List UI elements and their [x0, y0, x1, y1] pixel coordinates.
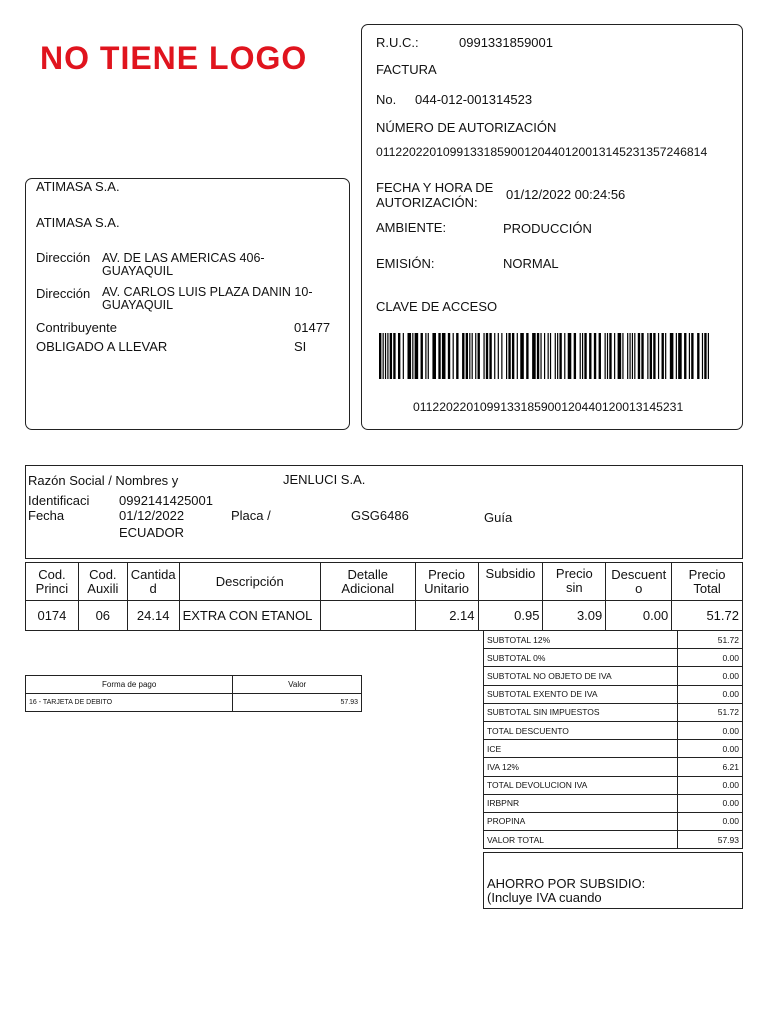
payment-method-header: Forma de pago	[26, 676, 233, 694]
access-key-value: 0112202201099133185900120440120013145231	[413, 400, 684, 414]
issuer-name: ATIMASA S.A.	[36, 179, 120, 194]
plate-label: Placa /	[231, 508, 271, 523]
plate-value: GSG6486	[351, 508, 409, 523]
customer-name-label: Razón Social / Nombres y	[28, 473, 179, 488]
savings-line2: (Incluye IVA cuando	[487, 890, 602, 905]
authorization-datetime-label-line1: FECHA Y HORA DE	[376, 180, 494, 195]
totals-row	[484, 758, 743, 776]
header-cod-principal: Cod. Princi	[26, 563, 79, 601]
emission-label: EMISIÓN:	[376, 256, 435, 271]
totals-row	[484, 685, 743, 703]
totals-label: VALOR TOTAL	[484, 831, 678, 849]
access-key-barcode	[379, 333, 709, 379]
totals-value: 0.00	[678, 721, 743, 739]
totals-label: TOTAL DESCUENTO	[484, 721, 678, 739]
totals-label: SUBTOTAL SIN IMPUESTOS	[484, 703, 678, 721]
accounting-value: SI	[294, 339, 307, 354]
payment-value-header: Valor	[233, 676, 362, 694]
totals-row	[484, 812, 743, 830]
customer-id-value: 0992141425001	[119, 493, 213, 508]
totals-value: 0.00	[678, 794, 743, 812]
totals-row	[484, 740, 743, 758]
totals-label: SUBTOTAL EXENTO DE IVA	[484, 685, 678, 703]
item-cod-principal: 0174	[26, 601, 79, 631]
logo-placeholder-text: NO TIENE LOGO	[40, 40, 308, 76]
totals-label: SUBTOTAL 0%	[484, 649, 678, 667]
totals-row	[484, 721, 743, 739]
payment-method: 16 - TARJETA DE DEBITO	[26, 694, 233, 712]
totals-value: 51.72	[678, 631, 743, 649]
payment-row	[26, 694, 362, 712]
item-cantidad: 24.14	[127, 601, 179, 631]
totals-label: SUBTOTAL NO OBJETO DE IVA	[484, 667, 678, 685]
issuer-address2-line1: AV. CARLOS LUIS PLAZA DANIN 10-	[102, 285, 313, 299]
invoice-number-label: No.	[376, 92, 397, 107]
totals-label: TOTAL DEVOLUCION IVA	[484, 776, 678, 794]
customer-date-value: 01/12/2022	[119, 508, 185, 523]
access-key-label: CLAVE DE ACCESO	[376, 299, 498, 314]
totals-row	[484, 631, 743, 649]
header-subsidio: Subsidio	[478, 563, 543, 601]
payment-header-row	[26, 676, 362, 694]
totals-value: 57.93	[678, 831, 743, 849]
document-type: FACTURA	[376, 62, 437, 77]
totals-table	[483, 630, 743, 849]
totals-label: IVA 12%	[484, 758, 678, 776]
authorization-datetime-label-line2: AUTORIZACIÓN:	[376, 195, 478, 210]
ruc-label: R.U.C.:	[376, 35, 419, 50]
item-descripcion: EXTRA CON ETANOL	[179, 601, 320, 631]
header-descripcion: Descripción	[179, 563, 320, 601]
item-descuento: 0.00	[606, 601, 672, 631]
accounting-label: OBLIGADO A LLEVAR	[36, 339, 168, 354]
authorization-number-value: 0112202201099133185900120440120013145231357246814	[376, 145, 708, 159]
header-precio-total: Precio Total	[672, 563, 743, 601]
item-precio-total: 51.72	[672, 601, 743, 631]
totals-value: 0.00	[678, 649, 743, 667]
authorization-datetime-value: 01/12/2022 00:24:56	[506, 187, 626, 202]
item-subsidio: 0.95	[478, 601, 543, 631]
totals-row	[484, 831, 743, 849]
payment-value: 57.93	[233, 694, 362, 712]
environment-label: AMBIENTE:	[376, 220, 447, 235]
header-cantidad: Cantida d	[127, 563, 179, 601]
customer-date-label: Fecha	[28, 508, 65, 523]
invoice-number-value: 044-012-001314523	[415, 92, 533, 107]
authorization-number-label: NÚMERO DE AUTORIZACIÓN	[376, 120, 557, 135]
item-precio-unitario: 2.14	[415, 601, 478, 631]
ruc-value: 0991331859001	[459, 35, 553, 50]
header-precio-unitario: Precio Unitario	[415, 563, 478, 601]
item-precio-sin-subsidio: 3.09	[543, 601, 606, 631]
totals-label: PROPINA	[484, 812, 678, 830]
taxpayer-label: Contribuyente	[36, 320, 117, 335]
payment-table	[25, 675, 362, 712]
emission-value: NORMAL	[503, 256, 559, 271]
issuer-address1-line1: AV. DE LAS AMERICAS 406-	[102, 251, 265, 265]
totals-row	[484, 794, 743, 812]
totals-value: 6.21	[678, 758, 743, 776]
header-cod-auxiliar: Cod. Auxili	[78, 563, 127, 601]
item-cod-auxiliar: 06	[78, 601, 127, 631]
guide-label: Guía	[484, 510, 513, 525]
totals-row	[484, 667, 743, 685]
environment-value: PRODUCCIÓN	[503, 221, 592, 236]
totals-value: 0.00	[678, 812, 743, 830]
issuer-trade-name: ATIMASA S.A.	[36, 215, 120, 230]
totals-value: 51.72	[678, 703, 743, 721]
totals-label: SUBTOTAL 12%	[484, 631, 678, 649]
totals-value: 0.00	[678, 740, 743, 758]
customer-name-value: JENLUCI S.A.	[283, 472, 366, 487]
table-row	[26, 601, 743, 631]
totals-value: 0.00	[678, 776, 743, 794]
totals-label: ICE	[484, 740, 678, 758]
customer-id-label: Identificaci	[28, 493, 90, 508]
header-precio-sin: Precio sin	[543, 563, 606, 601]
issuer-address1-label: Dirección	[36, 250, 91, 265]
totals-row	[484, 776, 743, 794]
totals-row	[484, 703, 743, 721]
totals-row	[484, 649, 743, 667]
issuer-address2-line2: GUAYAQUIL	[102, 298, 174, 312]
customer-country: ECUADOR	[119, 525, 185, 540]
items-header-row	[26, 563, 743, 601]
header-descuento: Descuent o	[606, 563, 672, 601]
issuer-address1-line2: GUAYAQUIL	[102, 264, 174, 278]
totals-label: IRBPNR	[484, 794, 678, 812]
issuer-address2-label: Dirección	[36, 286, 91, 301]
savings-line1: AHORRO POR SUBSIDIO:	[487, 876, 646, 891]
taxpayer-value: 01477	[294, 320, 331, 335]
items-table	[25, 562, 743, 631]
item-detalle-adicional	[320, 601, 415, 631]
totals-value: 0.00	[678, 667, 743, 685]
totals-value: 0.00	[678, 685, 743, 703]
header-detalle-adicional: Detalle Adicional	[320, 563, 415, 601]
